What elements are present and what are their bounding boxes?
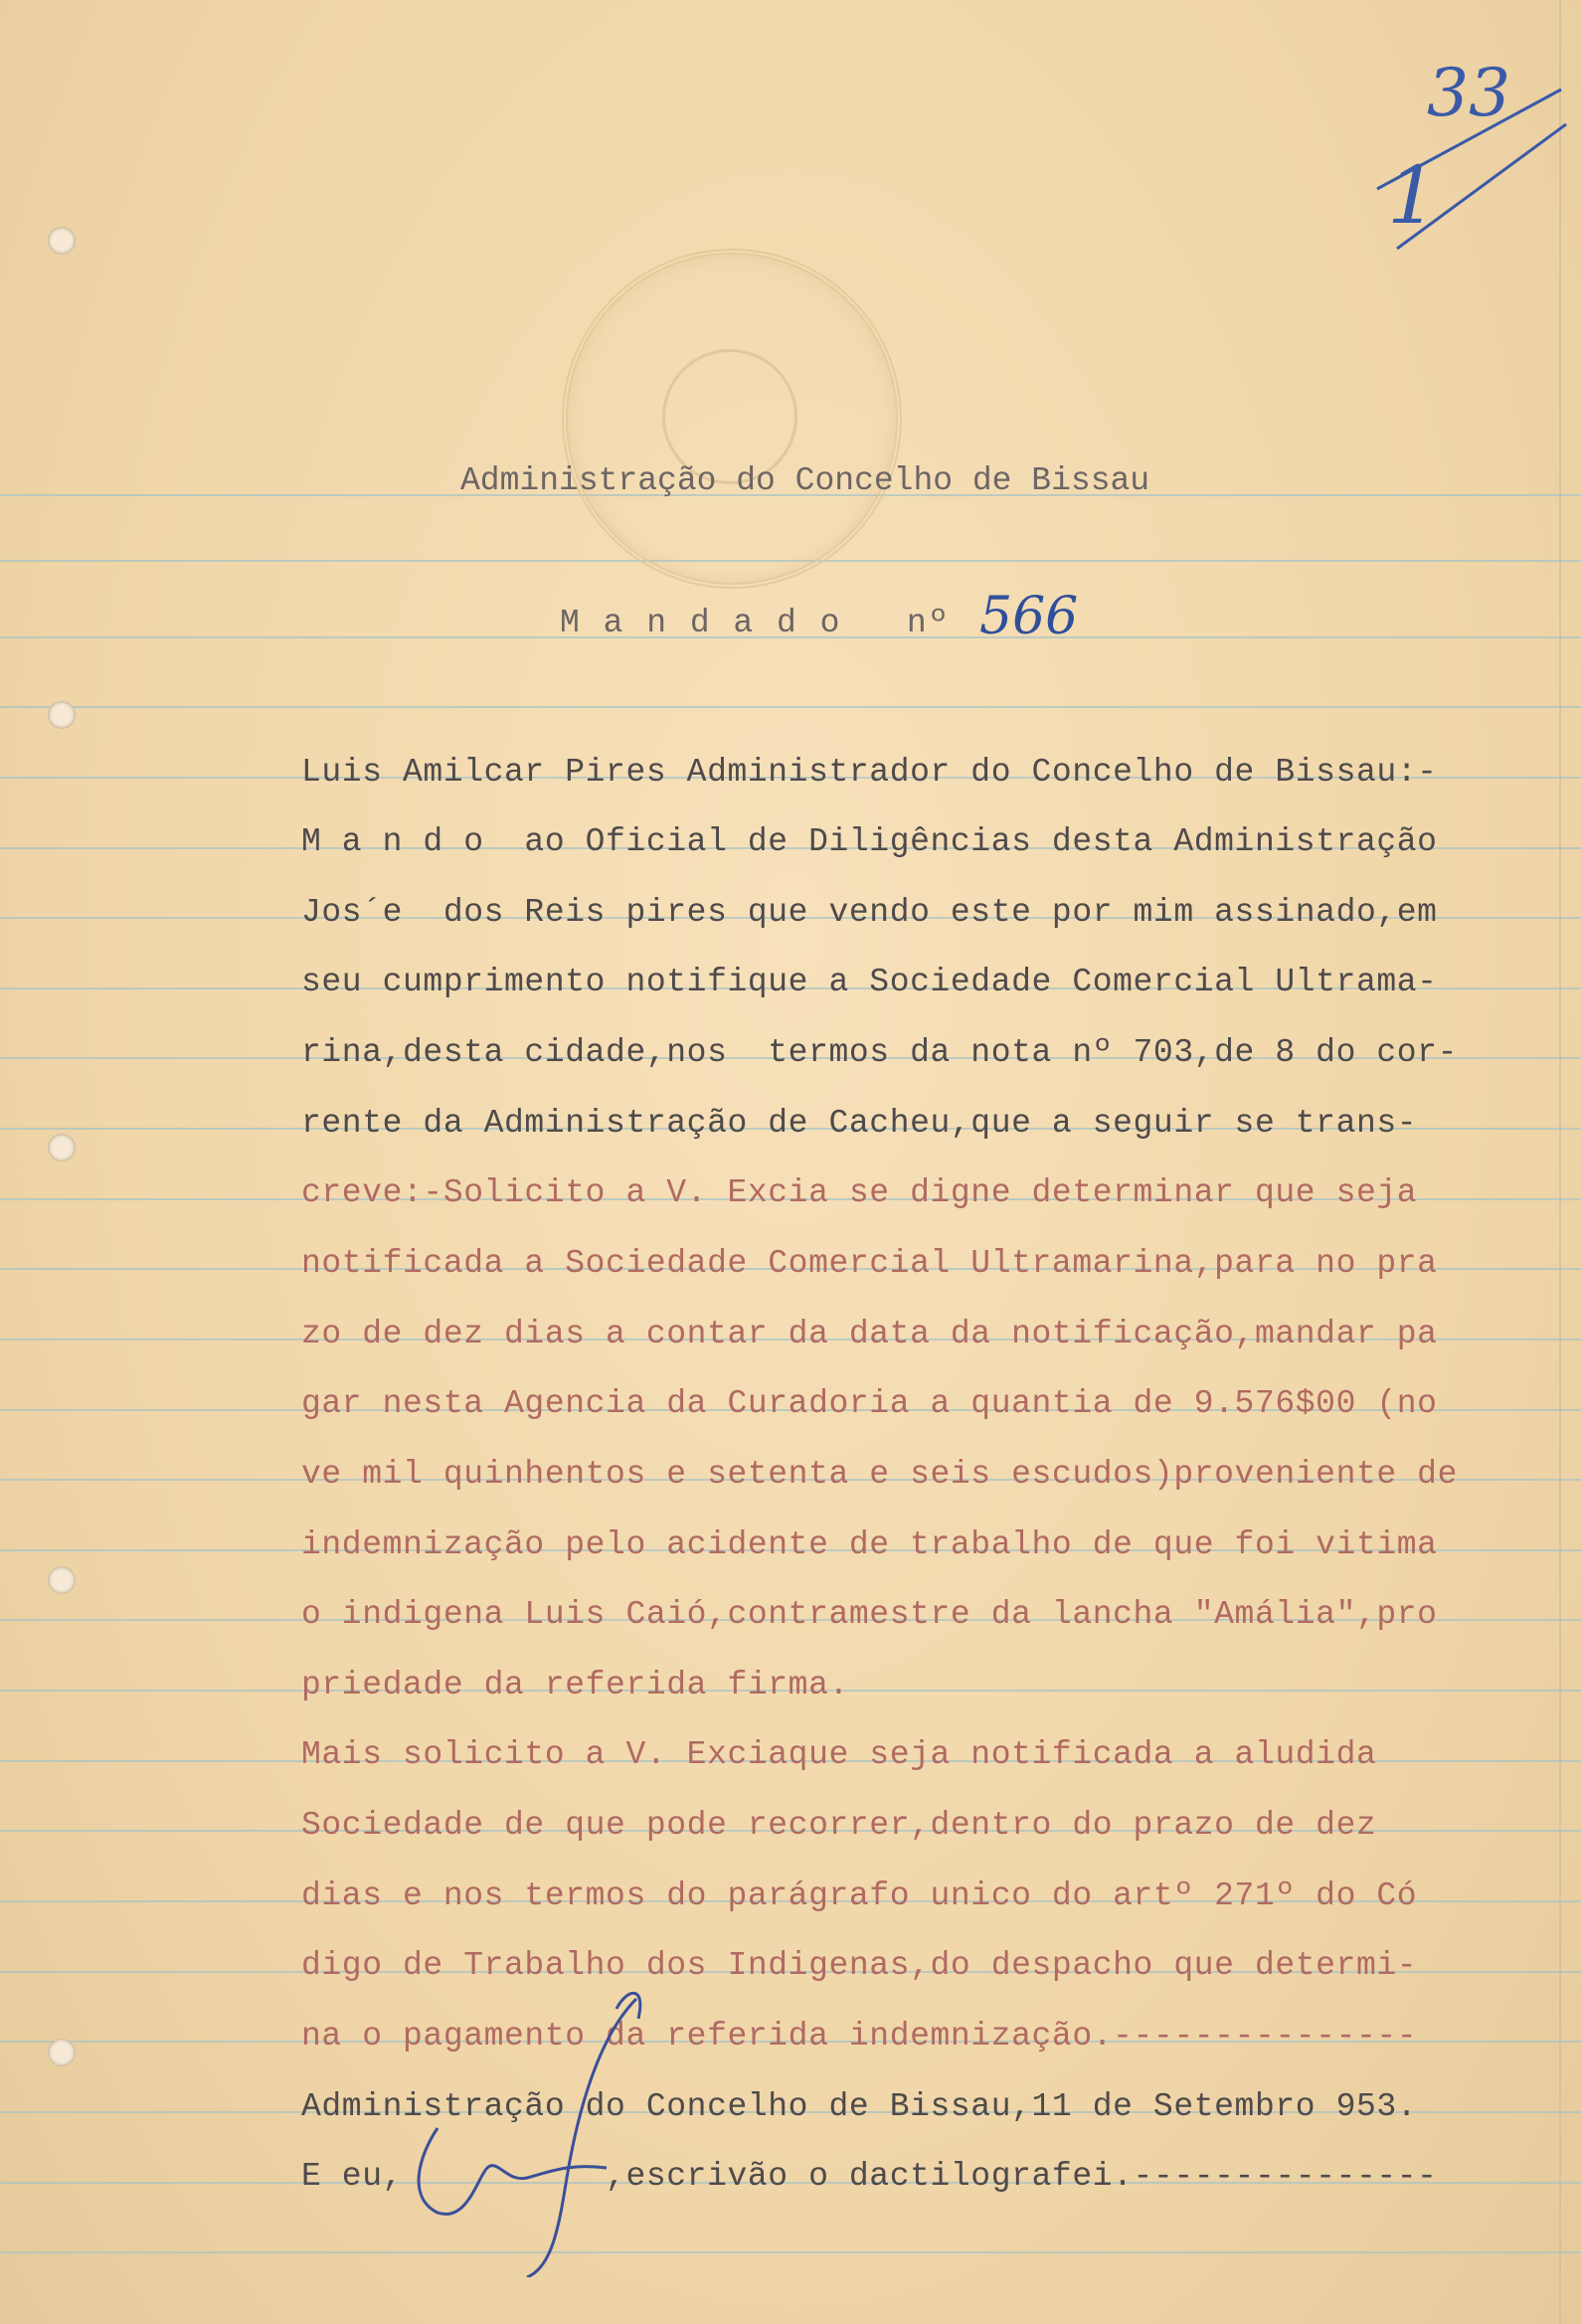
office-heading: Administração do Concelho de Bissau [460, 462, 1150, 499]
rule-line [0, 2251, 1581, 2253]
body-line: rina,desta cidade,nos termos da nota nº 703,de 8 do cor- [301, 1034, 1458, 1071]
body-line: digo de Trabalho dos Indigenas,do despacho que determi- [301, 1947, 1418, 1984]
body-line: indemnização pelo acidente de trabalho de que foi vitima [301, 1526, 1438, 1563]
body-line: M a n d o ao Oficial de Diligências desta Administração [301, 823, 1438, 860]
body-line: Mais solicito a V. Exciaque seja notificada a aludida [301, 1736, 1377, 1773]
mandado-number: 566 [979, 587, 1079, 646]
folio-sub-number: 1 [1387, 149, 1438, 242]
body-line: dias e nos termos do parágrafo unico do artº 271º do Có [301, 1877, 1418, 1914]
body-line: creve:-Solicito a V. Excia se digne determinar que seja [301, 1174, 1418, 1211]
body-line: E eu, ,escrivão o dactilografei.--------------- [301, 2158, 1438, 2195]
binder-hole [48, 227, 76, 255]
body-line: Administração do Concelho de Bissau,11 de Setembro 953. [301, 2088, 1418, 2125]
body-line: rente da Administração de Cacheu,que a seguir se trans- [301, 1105, 1418, 1142]
body-line: Luis Amilcar Pires Administrador do Concelho de Bissau:- [301, 754, 1438, 791]
signature [378, 1979, 676, 2277]
folio-number: 33 [1427, 55, 1510, 131]
binder-hole [48, 1134, 76, 1162]
body-line: na o pagamento da referida indemnização.--------------- [301, 2018, 1418, 2055]
margin-line [1559, 0, 1561, 2324]
body-line: o indigena Luis Caió,contramestre da lancha "Amália",pro [301, 1596, 1438, 1633]
rule-line [0, 706, 1581, 708]
body-line: Jos´e dos Reis pires que vendo este por mim assinado,em [301, 894, 1438, 931]
folio-strokes [1372, 70, 1571, 259]
body-line: zo de dez dias a contar da data da notificação,mandar pa [301, 1316, 1438, 1352]
binder-hole [48, 1566, 76, 1594]
mandado-label: M a n d a d o nº [560, 605, 951, 641]
body-line: priedade da referida firma. [301, 1667, 849, 1703]
binder-hole [48, 701, 76, 729]
body-line: seu cumprimento notifique a Sociedade Comercial Ultrama- [301, 964, 1438, 1000]
body-line: gar nesta Agencia da Curadoria a quantia de 9.576$00 (no [301, 1385, 1438, 1422]
embossed-seal [562, 249, 902, 589]
body-line: ve mil quinhentos e setenta e seis escudos)proveniente de [301, 1456, 1458, 1493]
body-line: Sociedade de que pode recorrer,dentro do prazo de dez [301, 1807, 1377, 1844]
binder-hole [48, 2039, 76, 2066]
body-line: notificada a Sociedade Comercial Ultramarina,para no pra [301, 1245, 1438, 1282]
